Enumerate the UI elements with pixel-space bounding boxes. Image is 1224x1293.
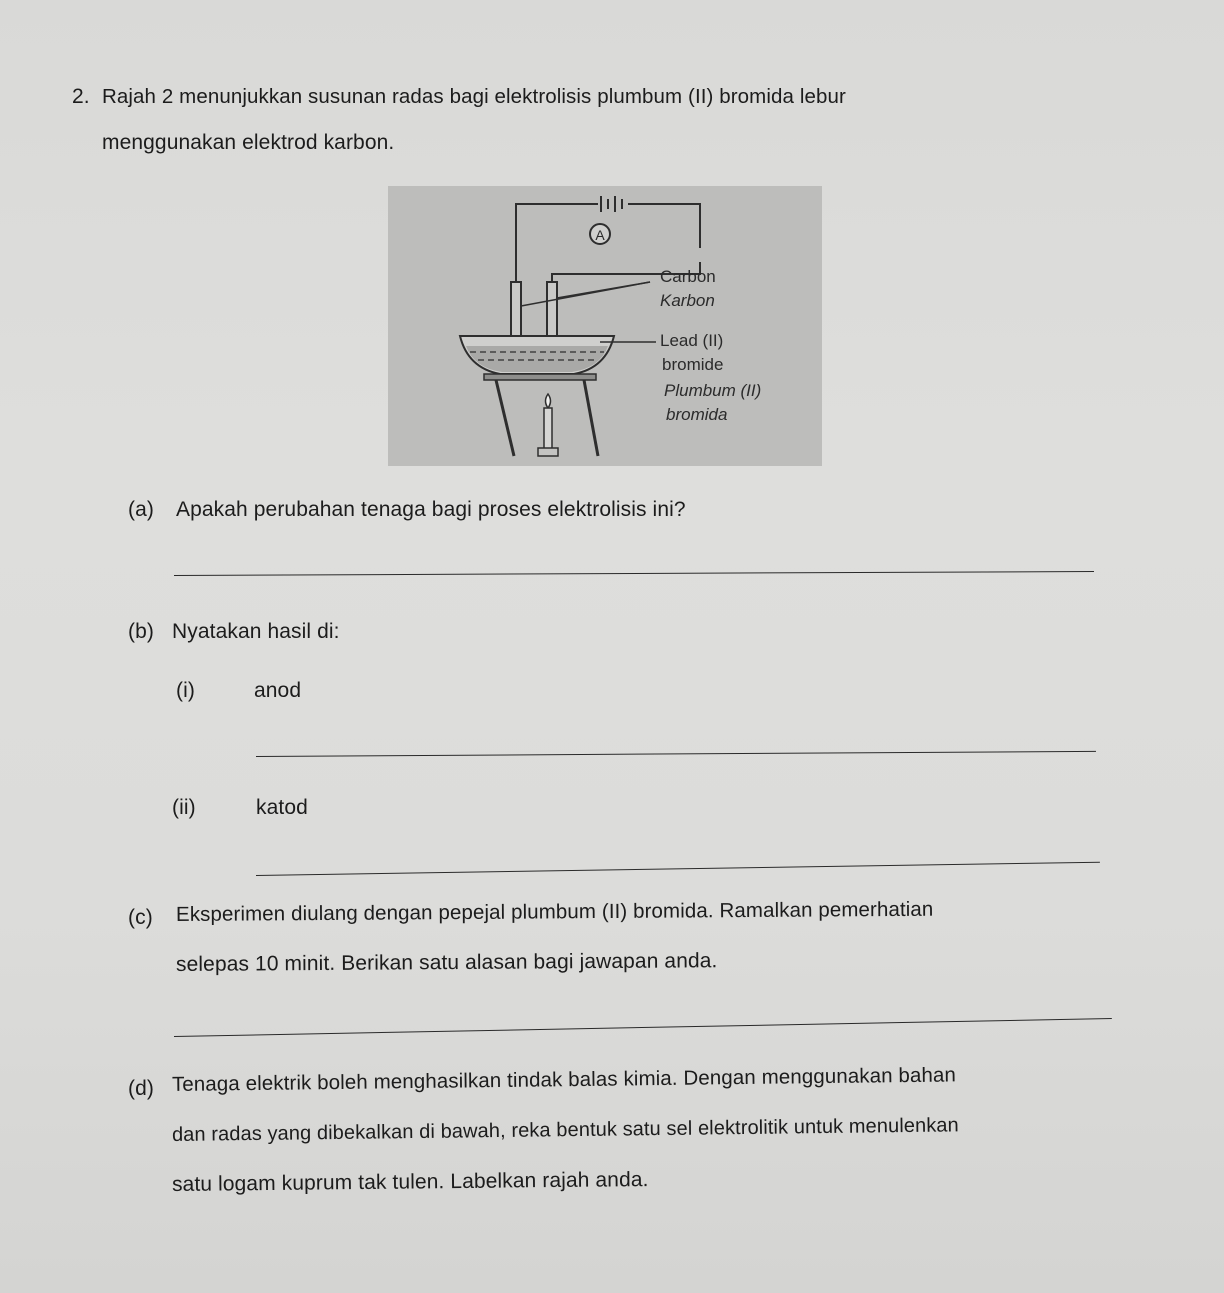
ammeter-icon <box>590 224 610 244</box>
label-lead-ms-2: bromida <box>666 405 728 424</box>
part-b-ii-text: katod <box>256 796 308 819</box>
part-c-answer-line[interactable] <box>174 1018 1112 1037</box>
part-b-i-label: (i) <box>176 679 195 702</box>
part-d-label: (d) <box>128 1077 154 1100</box>
part-c-line1: Eksperimen diulang dengan pepejal plumbum (II) bromida. Ramalkan pemerhatian <box>175 897 934 926</box>
apparatus-diagram <box>388 186 822 466</box>
label-lead-ms-1: Plumbum (II) <box>664 381 762 400</box>
question-intro-line2: menggunakan elektrod karbon. <box>102 131 395 154</box>
part-d-line2: dan radas yang dibekalkan di bawah, reka bentuk satu sel elektrolitik untuk menulenkan <box>171 1114 959 1146</box>
label-lead-en-1: Lead (II) <box>660 331 724 350</box>
wire-gauze <box>484 374 596 380</box>
label-carbon-ms: Karbon <box>660 291 715 310</box>
label-carbon-en: Carbon <box>660 267 716 286</box>
electrolysis-apparatus-figure <box>388 186 822 466</box>
part-b-label: (b) <box>128 620 154 643</box>
molten-lead-bromide <box>466 346 608 372</box>
part-a-answer-line[interactable] <box>174 571 1094 576</box>
part-c-label: (c) <box>128 906 153 929</box>
part-b-i-answer-line[interactable] <box>256 751 1096 757</box>
part-b-question: Nyatakan hasil di: <box>172 620 340 643</box>
part-c-line2: selepas 10 minit. Berikan satu alasan bagi jawapan anda. <box>175 949 718 976</box>
part-b-ii-label: (ii) <box>172 796 196 819</box>
part-b-ii-answer-line[interactable] <box>256 862 1100 876</box>
part-b-i-text: anod <box>254 679 302 702</box>
svg-text:A: A <box>595 227 605 243</box>
question-number: 2. <box>72 85 90 108</box>
question-intro-line1: Rajah 2 menunjukkan susunan radas bagi elektrolisis plumbum (II) bromida lebur <box>102 85 846 108</box>
part-a-question: Apakah perubahan tenaga bagi proses elektrolisis ini? <box>176 498 686 521</box>
part-d-line1: Tenaga elektrik boleh menghasilkan tindak balas kimia. Dengan menggunakan bahan <box>171 1063 957 1096</box>
label-lead-en-2: bromide <box>662 355 724 374</box>
part-a-label: (a) <box>128 498 154 521</box>
part-d-line3: satu logam kuprum tak tulen. Labelkan rajah anda. <box>171 1168 649 1196</box>
